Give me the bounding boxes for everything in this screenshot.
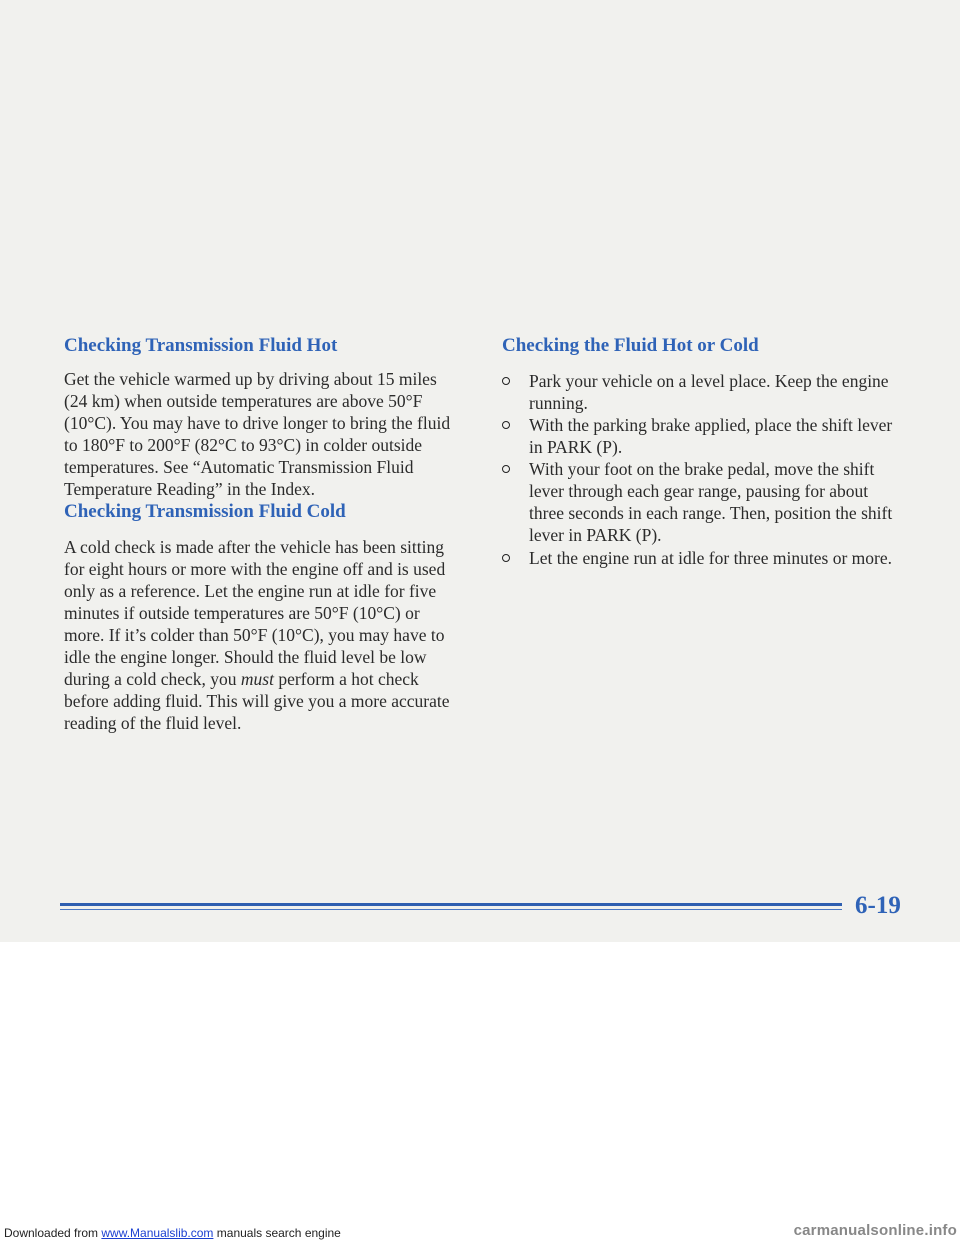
bullet-icon [502, 554, 510, 562]
download-footer [0, 1224, 960, 1242]
bullet-icon [502, 421, 510, 429]
heading-fluid-hot-or-cold: Checking the Fluid Hot or Cold [502, 335, 759, 356]
procedure-step-parking-brake: With the parking brake applied, place the shift lever in PARK (P). [502, 414, 912, 458]
paragraph-fluid-cold: A cold check is made after the vehicle has been sitting for eight hours or more with the engine off and is used only as a reference. Let the engine run at idle for five minutes if outside temperatures are 50°F (10°C) or more. If it’s colder than 50°F (10°C), you may have to idle the engine longer. Should the fluid level be low during a cold check, you must perform a hot check before adding fluid. This will give you a more accurate reading of the fluid level. [64, 537, 450, 733]
download-notice: Downloaded from www.Manualslib.com manuals search engine [4, 1226, 341, 1240]
heading-transmission-fluid-hot: Checking Transmission Fluid Hot [64, 335, 338, 356]
footer-rule-thick [60, 903, 842, 906]
procedure-step-park: Park your vehicle on a level place. Keep the engine running. [502, 370, 912, 414]
heading-transmission-fluid-cold: Checking Transmission Fluid Cold [64, 501, 346, 522]
paragraph-fluid-hot: Get the vehicle warmed up by driving about 15 miles (24 km) when outside temperatures are above 50°F (10°C). You may have to drive longer to bring the fluid to 180°F to 200°F (82°C to 93°C) in colder outside temperatures. See “Automatic Transmission Fluid Temperature Reading” in the Index. [64, 369, 451, 499]
footer-rule-thin [60, 909, 842, 910]
bullet-icon [502, 377, 510, 385]
procedure-step-idle: Let the engine run at idle for three minutes or more. [502, 547, 912, 569]
emphasis-must: must [240, 669, 274, 689]
page-number: 6-19 [855, 892, 901, 919]
procedure-step-shift-ranges: With your foot on the brake pedal, move the shift lever through each gear range, pausing for about three seconds in each range. Then, position the shift lever in PARK (P). [502, 458, 912, 546]
manualslib-link[interactable]: www.Manualslib.com [101, 1226, 214, 1240]
watermark-text: carmanualsonline.info [793, 1222, 957, 1239]
bullet-icon [502, 465, 510, 473]
